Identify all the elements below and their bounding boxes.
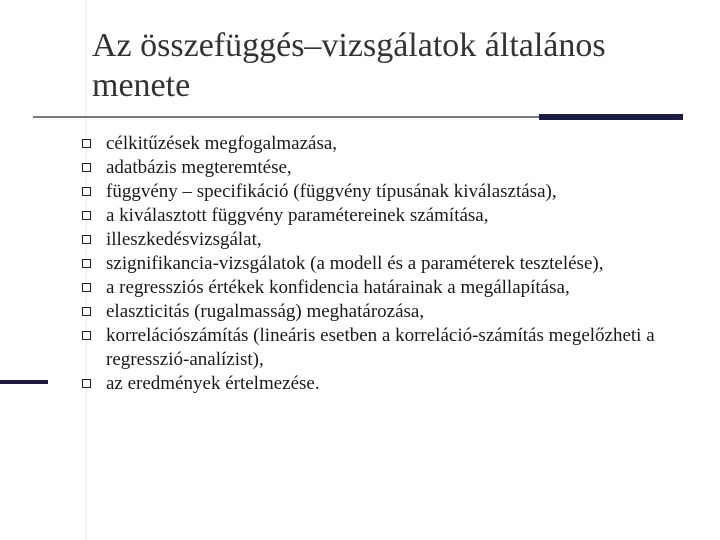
- bullet-text: szignifikancia-vizsgálatok (a modell és a paraméterek tesztelése),: [106, 253, 604, 274]
- bullet-item: [82, 228, 702, 252]
- bullet-item: [82, 276, 702, 300]
- bullet-text: a regressziós értékek konfidencia határainak a megállapítása,: [106, 277, 570, 298]
- bullet-item: [82, 252, 702, 276]
- square-bullet-icon: [82, 139, 91, 148]
- square-bullet-icon: [82, 187, 91, 196]
- bullet-text: illeszkedésvizsgálat,: [106, 229, 262, 250]
- square-bullet-icon: [82, 307, 91, 316]
- square-bullet-icon: [82, 211, 91, 220]
- square-bullet-icon: [82, 163, 91, 172]
- square-bullet-icon: [82, 331, 91, 340]
- bullet-text: a kiválasztott függvény paramétereinek számítása,: [106, 205, 489, 226]
- bullet-item: [82, 324, 702, 372]
- side-accent-bar: [0, 380, 48, 384]
- bullet-text: célkitűzések megfogalmazása,: [106, 133, 338, 154]
- slide-title: Az összefüggés–vizsgálatok általános menete: [92, 27, 606, 104]
- square-bullet-icon: [82, 235, 91, 244]
- bullet-text: korrelációszámítás (lineáris esetben a korreláció-számítás megelőzheti a regresszió-analízist),: [106, 325, 655, 370]
- bullet-text: elaszticitás (rugalmasság) meghatározása,: [106, 301, 425, 322]
- bullet-text: adatbázis megteremtése,: [106, 157, 292, 178]
- square-bullet-icon: [82, 259, 91, 268]
- bullet-list: [82, 132, 702, 396]
- bullet-item: [82, 180, 702, 204]
- bullet-item: [82, 132, 702, 156]
- square-bullet-icon: [82, 283, 91, 292]
- title-underline: [33, 116, 539, 118]
- bullet-text: az eredmények értelmezése.: [106, 373, 320, 394]
- title-underline-accent: [539, 114, 683, 120]
- square-bullet-icon: [82, 379, 91, 388]
- bullet-item: [82, 156, 702, 180]
- bullet-text: függvény – specifikáció (függvény típusának kiválasztása),: [106, 181, 557, 202]
- bullet-item: [82, 300, 702, 324]
- bullet-item: [82, 372, 702, 396]
- bullet-item: [82, 204, 702, 228]
